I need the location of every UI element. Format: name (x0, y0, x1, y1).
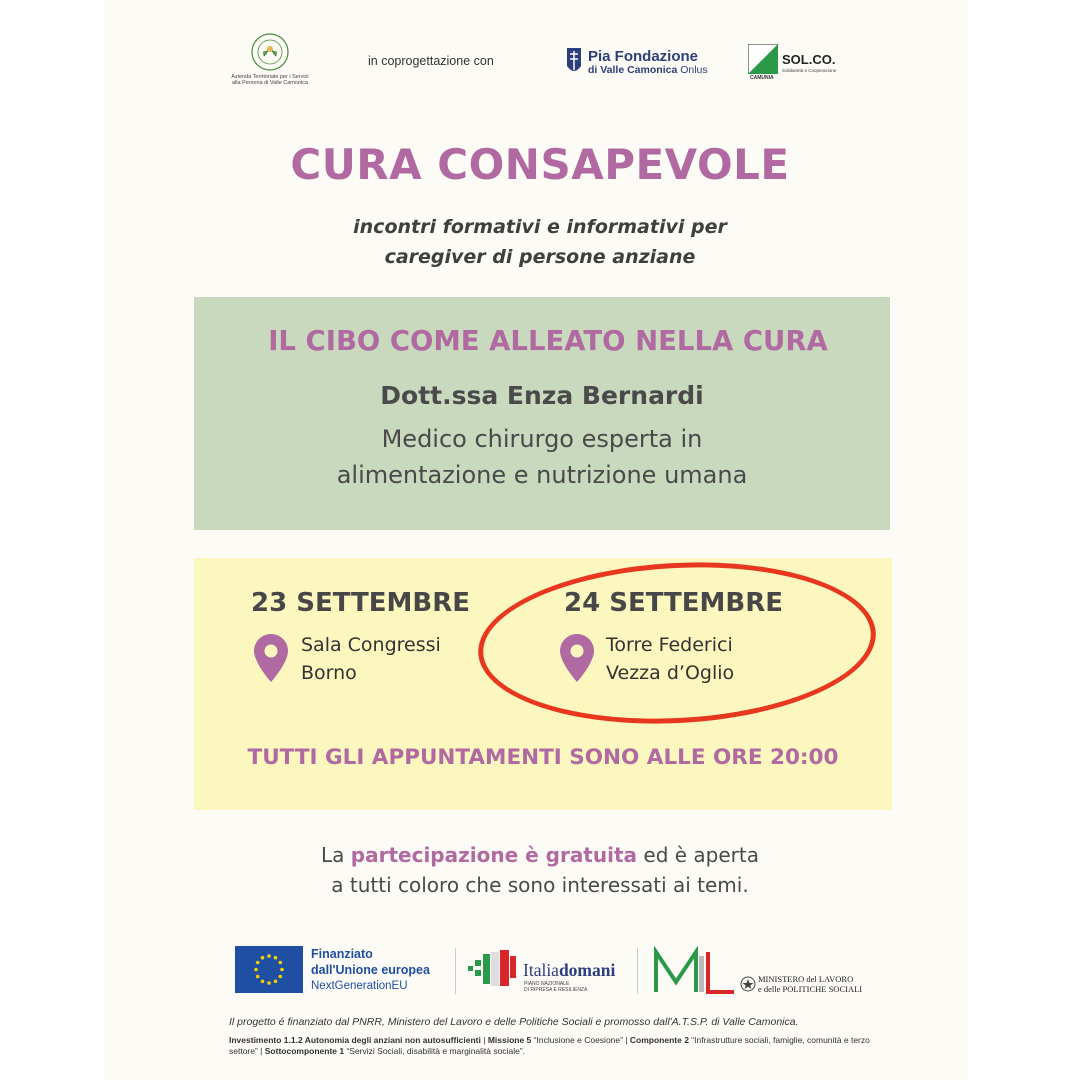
solco-logo (748, 44, 837, 81)
funding-statement: Il progetto é finanziato dal PNRR, Ministero del Lavoro e delle Politiche Sociali e promosso dall'A.T.S.P. di Valle Camonica. (229, 1016, 799, 1028)
solco-name: SOL.CO. (782, 52, 836, 67)
solco-mark-icon (748, 44, 778, 74)
pnrr-text: PIANO NAZIONALE DI RIPRESA E RESILIENZA (524, 981, 588, 993)
footer-divider (637, 948, 638, 994)
eu-funding-logo (235, 946, 430, 994)
participation-line1: La partecipazione è gratuita ed è aperta (321, 843, 759, 867)
italia-domani-text: Italiadomani (523, 960, 616, 980)
speaker-role-line1: Medico chirurgo esperta in (381, 425, 703, 453)
event-place-2-line2: Vezza d’Oglio (606, 662, 735, 684)
event-place-2-line1: Torre Federici (606, 634, 733, 656)
italia-domani-logo (466, 948, 616, 994)
solco-place: CAMUNIA (750, 75, 774, 81)
topic-box (194, 297, 890, 530)
atsp-name: Azienda Territoriale per i Servizi alla Persona di Valle Camonica (231, 74, 309, 86)
italia-domani-mark-icon (466, 948, 520, 990)
event-date-1: 23 SETTEMBRE (251, 588, 471, 618)
ministry-name: MINISTERO del LAVORO e delle POLITICHE SOCIALI (758, 974, 863, 994)
ministry-logo (652, 946, 863, 1000)
coproject-label: in coprogettazione con (368, 54, 494, 68)
pia-line2: di Valle Camonica Onlus (588, 63, 708, 76)
ministry-m-mark-icon (652, 946, 736, 996)
pia-fondazione-crest-icon (565, 46, 583, 78)
eu-line1: Finanziato (311, 947, 373, 961)
eu-flag-icon (235, 946, 303, 993)
speaker-role (194, 421, 890, 493)
event-place-2 (606, 631, 734, 687)
pia-line1: Pia Fondazione (588, 47, 699, 65)
location-pin-icon (560, 634, 594, 682)
event-place-1-line1: Sala Congressi (301, 634, 441, 656)
topic-heading: IL CIBO COME ALLEATO NELLA CURA (268, 325, 828, 357)
eu-line2: dall'Unione europea (311, 963, 430, 977)
speaker-name: Dott.ssa Enza Bernardi (380, 381, 704, 410)
participation-note (0, 840, 1080, 900)
event-place-1 (301, 631, 441, 687)
investment-details: Investimento 1.1.2 Autonomia degli anziani non autosufficienti | Missione 5 “Inclusione e Coesione” | Componente 2 “Infrastrutture sociali, famiglie, comunità e terzo settore” | Sottocomponente 1 “Servizi Sociali, disabilità e marginalità sociale”. (229, 1035, 870, 1056)
pia-fondazione-logo (565, 46, 708, 78)
footer-divider (455, 948, 456, 994)
time-note: TUTTI GLI APPUNTAMENTI SONO ALLE ORE 20:00 (247, 745, 839, 770)
eu-line3: NextGenerationEU (311, 980, 408, 992)
event-date-2: 24 SETTEMBRE (564, 588, 784, 618)
solco-sub: Solidarietà e Cooperazione (782, 68, 837, 73)
subtitle (0, 212, 1080, 272)
event-place-1-line2: Borno (301, 662, 357, 684)
atsp-logo (228, 32, 312, 88)
subtitle-line2: caregiver di persone anziane (384, 246, 696, 268)
subtitle-line1: incontri formativi e informativi per (353, 216, 727, 238)
location-pin-icon (254, 634, 288, 682)
participation-line2: a tutti coloro che sono interessati ai temi. (331, 873, 749, 897)
italian-emblem-icon (740, 976, 756, 992)
atsp-emblem-icon (250, 32, 290, 72)
schedule-box (194, 558, 892, 810)
speaker-role-line2: alimentazione e nutrizione umana (336, 461, 748, 489)
page-title: CURA CONSAPEVOLE (290, 140, 790, 189)
